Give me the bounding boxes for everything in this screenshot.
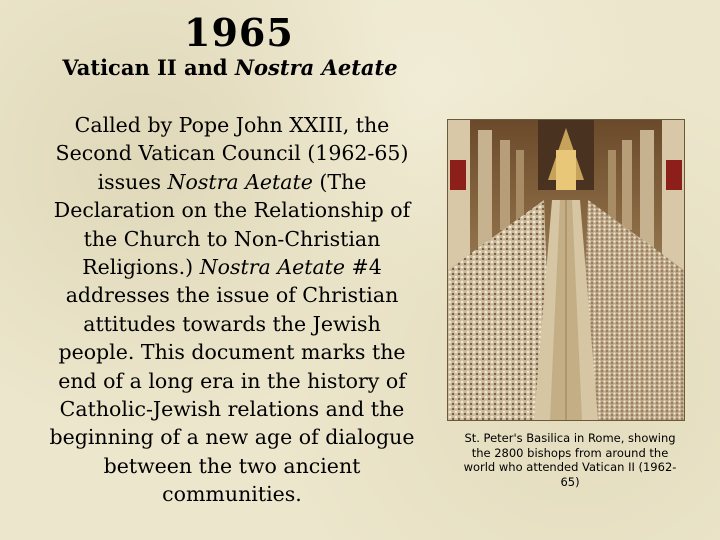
subtitle-plain: Vatican II and [62, 55, 235, 80]
body-segment: #4 addresses the issue of Christian attitudes towards the Jewish people. This document marks the end of a long era in the history of Catholic-Jewish relations and the beginning of a new age of dialogue between the two ancient communities. [49, 255, 415, 507]
slide-year-heading: 1965 [184, 10, 294, 55]
body-segment: Called by Pope John XXIII, the Second Vatican Council (1962-65) issues [55, 113, 409, 194]
subtitle-italic: Nostra Aetate [234, 55, 398, 80]
body-segment-italic: Nostra Aetate [199, 255, 346, 280]
photo-caption: St. Peter's Basilica in Rome, showing the 2800 bishops from around the world who attended Vatican II (1962-65) [463, 431, 677, 489]
slide-body-text [46, 111, 418, 509]
body-segment-italic: Nostra Aetate [167, 169, 313, 194]
basilica-photo [447, 119, 685, 421]
body-segment: (The Declaration on the Relationship of the Church to Non-Christian Religions.) [53, 169, 411, 280]
slide-subtitle [60, 54, 400, 81]
